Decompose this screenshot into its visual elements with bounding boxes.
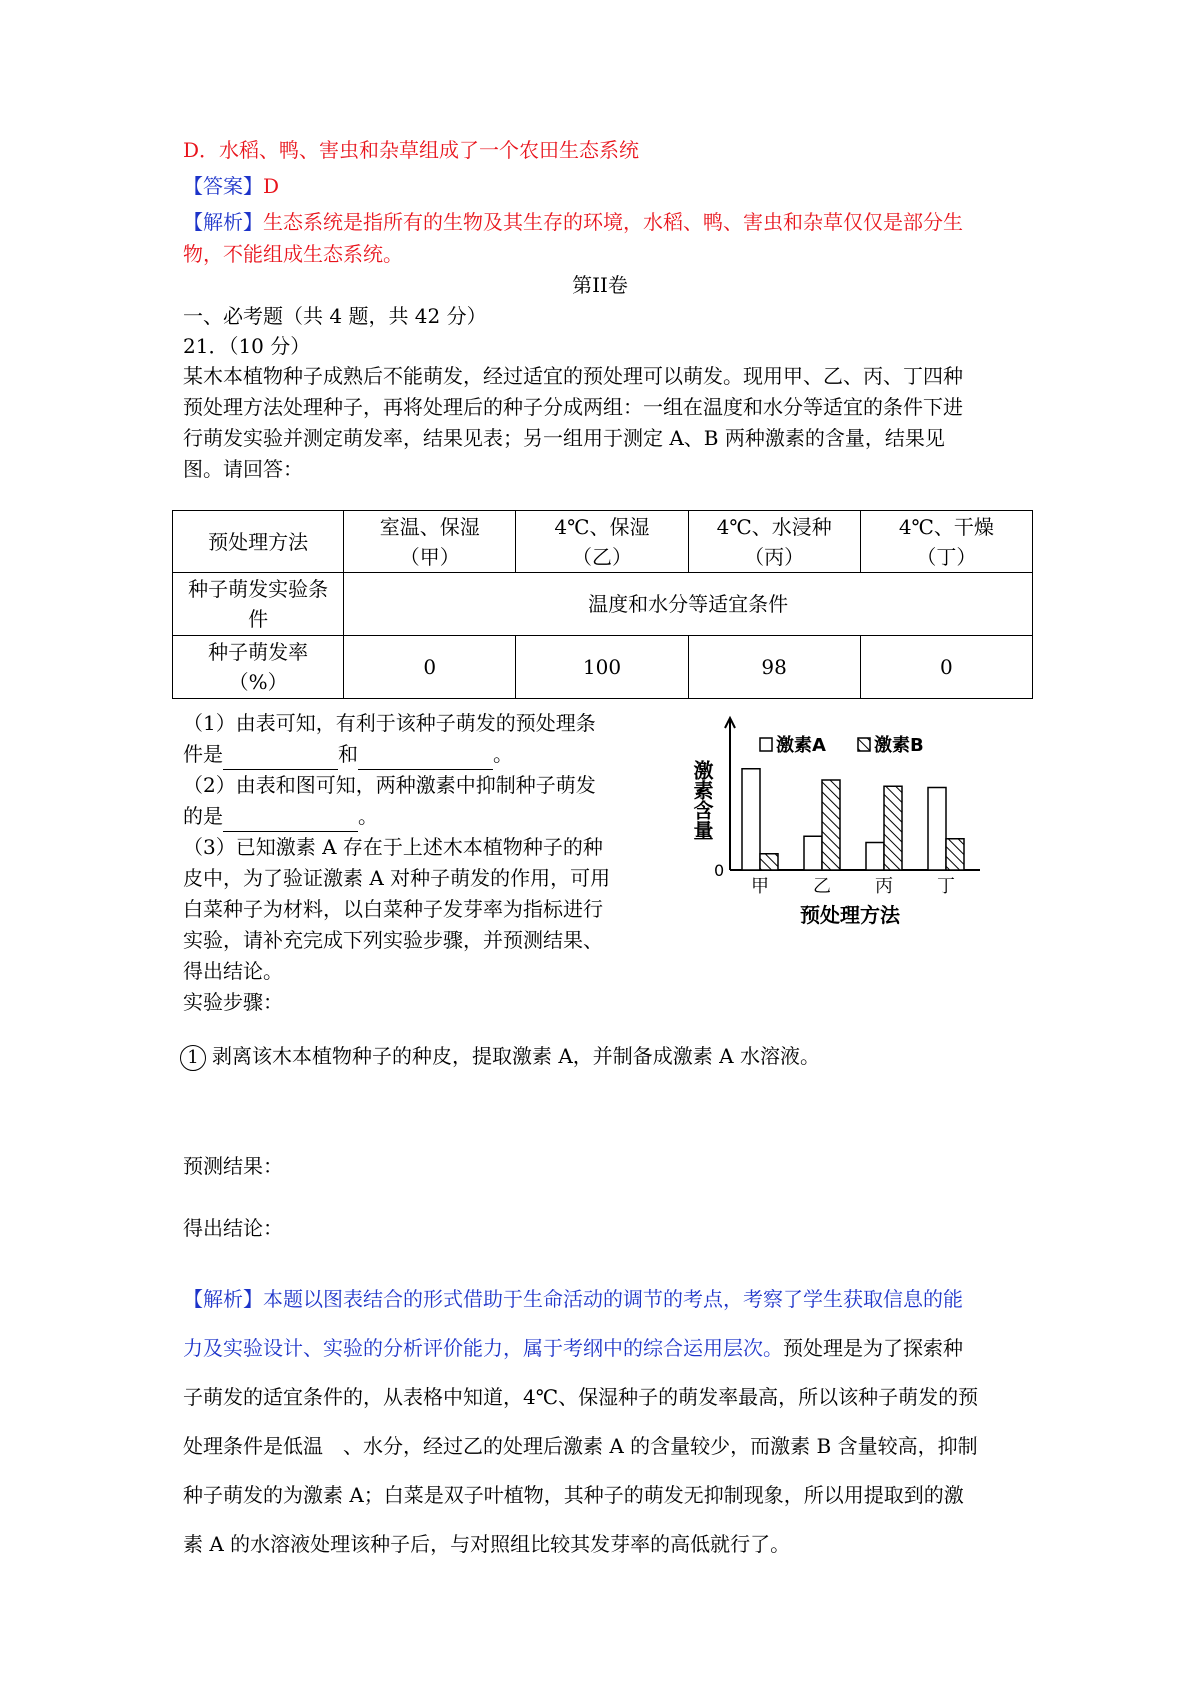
germination-table [172,510,1033,699]
q3-line-5: 得出结论。 [183,959,283,983]
rate-ding: 0 [860,636,1032,699]
method-jia-l1: 室温、保湿 [379,514,480,539]
stem-line-1: 某木本植物种子成熟后不能萌发，经过适宜的预处理可以萌发。现用甲、乙、丙、丁四种 [183,364,963,388]
q2-text-b: 。 [358,804,378,828]
hormone-chart [690,710,990,1000]
q2-line-1: （2）由表和图可知，两种激素中抑制种子萌发 [183,773,596,797]
row-header-condition [173,573,344,636]
stem-line-2: 预处理方法处理种子，再将处理后的种子分成两组：一组在温度和水分等适宜的条件下进 [183,395,963,419]
q3-line-3: 白菜种子为材料，以白菜种子发芽率为指标进行 [183,897,603,921]
analysis1-label: 【解析】 [183,210,263,234]
step-1-number: 1 [180,1045,206,1071]
x-tick-0: 甲 [751,876,769,897]
condition-header-l2: 件 [248,607,269,631]
stem-line-3: 行萌发实验并测定萌发率，结果见表；另一组用于测定 A、B 两种激素的含量，结果见 [183,426,945,450]
bar-b-3 [946,839,964,870]
q1-line-1: （1）由表可知，有利于该种子萌发的预处理条 [183,711,596,735]
legend-label-a: 激素A [776,735,826,756]
q1-blank-2[interactable] [358,739,493,770]
x-tick-3: 丁 [937,876,955,897]
rate-bing: 98 [688,636,860,699]
bar-b-0 [760,854,778,870]
method-ding-l2: （丁） [916,544,977,569]
q1-text-c: 。 [493,742,513,766]
q2-blank[interactable] [223,801,358,832]
analysis2-line-3: 子萌发的适宜条件的，从表格中知道，4℃、保湿种子的萌发率最高，所以该种子萌发的预 [183,1385,979,1409]
method-yi-l1: 4℃、保湿 [554,514,650,539]
method-cell-bing [688,511,860,573]
option-d: D．水稻、鸭、害虫和杂草组成了一个农田生态系统 [183,138,640,162]
rate-yi: 100 [516,636,688,699]
question-number: 21．（10 分） [183,334,311,358]
analysis1-text-1: 生态系统是指所有的生物及其生存的环境，水稻、鸭、害虫和杂草仅仅是部分生 [263,210,963,234]
analysis2-blue-2: 力及实验设计、实验的分析评价能力，属于考纲中的综合运用层次。 [183,1336,783,1360]
q2-text-a: 的是 [183,804,223,828]
x-axis-label: 预处理方法 [800,903,900,927]
method-yi-l2: （乙） [571,544,632,569]
condition-value: 温度和水分等适宜条件 [344,573,1033,636]
legend-swatch-b [858,738,870,751]
bar-a-3 [928,788,946,871]
step-1 [180,1041,820,1071]
q3-line-4: 实验，请补充完成下列实验步骤，并预测结果、 [183,928,603,952]
q1-blank-1[interactable] [223,739,338,770]
bar-a-0 [742,769,760,870]
stem-line-4: 图。请回答： [183,457,303,481]
analysis2-blue-1: 本题以图表结合的形式借助于生命活动的调节的考点，考察了学生获取信息的能 [263,1287,963,1311]
bar-b-2 [884,786,902,870]
steps-label: 实验步骤： [183,990,283,1014]
analysis2-line-1 [183,1284,963,1314]
analysis2-line-2 [183,1333,963,1363]
analysis2-label: 【解析】 [183,1287,263,1311]
step-1-text: 剥离该木本植物种子的种皮，提取激素 A，并制备成激素 A 水溶液。 [212,1044,820,1068]
q1-line-2 [183,739,513,770]
table-row-condition [173,573,1033,636]
analysis1-line1 [183,207,963,237]
rate-header-l2: （%） [228,670,288,694]
row-header-rate [173,636,344,699]
method-bing-l1: 4℃、水浸种 [716,514,832,539]
answer-line [183,171,279,201]
method-bing-l2: （丙） [744,544,805,569]
x-tick-1: 乙 [813,876,831,897]
method-jia-l2: （甲） [399,544,460,569]
bar-b-1 [822,780,840,870]
y-axis-label: 激素含量 [690,760,714,840]
condition-header-l1: 种子萌发实验条 [188,577,329,601]
hormone-chart-svg [690,710,990,1000]
method-cell-yi [516,511,688,573]
predict-label: 预测结果： [183,1154,283,1178]
answer-label: 【答案】 [183,174,263,198]
section-title: 第II卷 [572,273,628,297]
analysis2-black-2: 预处理是为了探索种 [783,1336,963,1360]
conclude-label: 得出结论： [183,1216,283,1240]
analysis1-text-2: 物，不能组成生态系统。 [183,242,403,266]
answer-value: D [263,174,280,198]
legend-label-b: 激素B [874,735,924,756]
q3-line-2: 皮中，为了验证激素 A 对种子萌发的作用，可用 [183,866,611,890]
method-cell-ding [860,511,1032,573]
legend-swatch-a [760,738,772,751]
method-ding-l1: 4℃、干燥 [898,514,994,539]
bar-a-2 [866,843,884,871]
row-header-method: 预处理方法 [173,511,344,573]
q1-text-b: 和 [338,742,358,766]
q1-text-a: 件是 [183,742,223,766]
rate-header-l1: 种子萌发率 [208,640,309,664]
x-tick-2: 丙 [875,876,893,897]
q2-line-2 [183,801,378,832]
q3-line-1: （3）已知激素 A 存在于上述木本植物种子的种 [183,835,603,859]
rate-jia: 0 [344,636,516,699]
part-heading: 一、必考题（共 4 题，共 42 分） [183,304,487,328]
analysis2-line-5: 种子萌发的为激素 A；白菜是双子叶植物，其种子的萌发无抑制现象，所以用提取到的激 [183,1483,964,1507]
bar-a-1 [804,836,822,870]
method-cell-jia [344,511,516,573]
analysis2-line-4: 处理条件是低温 、水分，经过乙的处理后激素 A 的含量较少，而激素 B 含量较高，抑制 [183,1434,978,1458]
table-row-rate [173,636,1033,699]
table-row-method [173,511,1033,573]
analysis2-line-6: 素 A 的水溶液处理该种子后，与对照组比较其发芽率的高低就行了。 [183,1532,791,1556]
origin-label: 0 [714,861,725,880]
